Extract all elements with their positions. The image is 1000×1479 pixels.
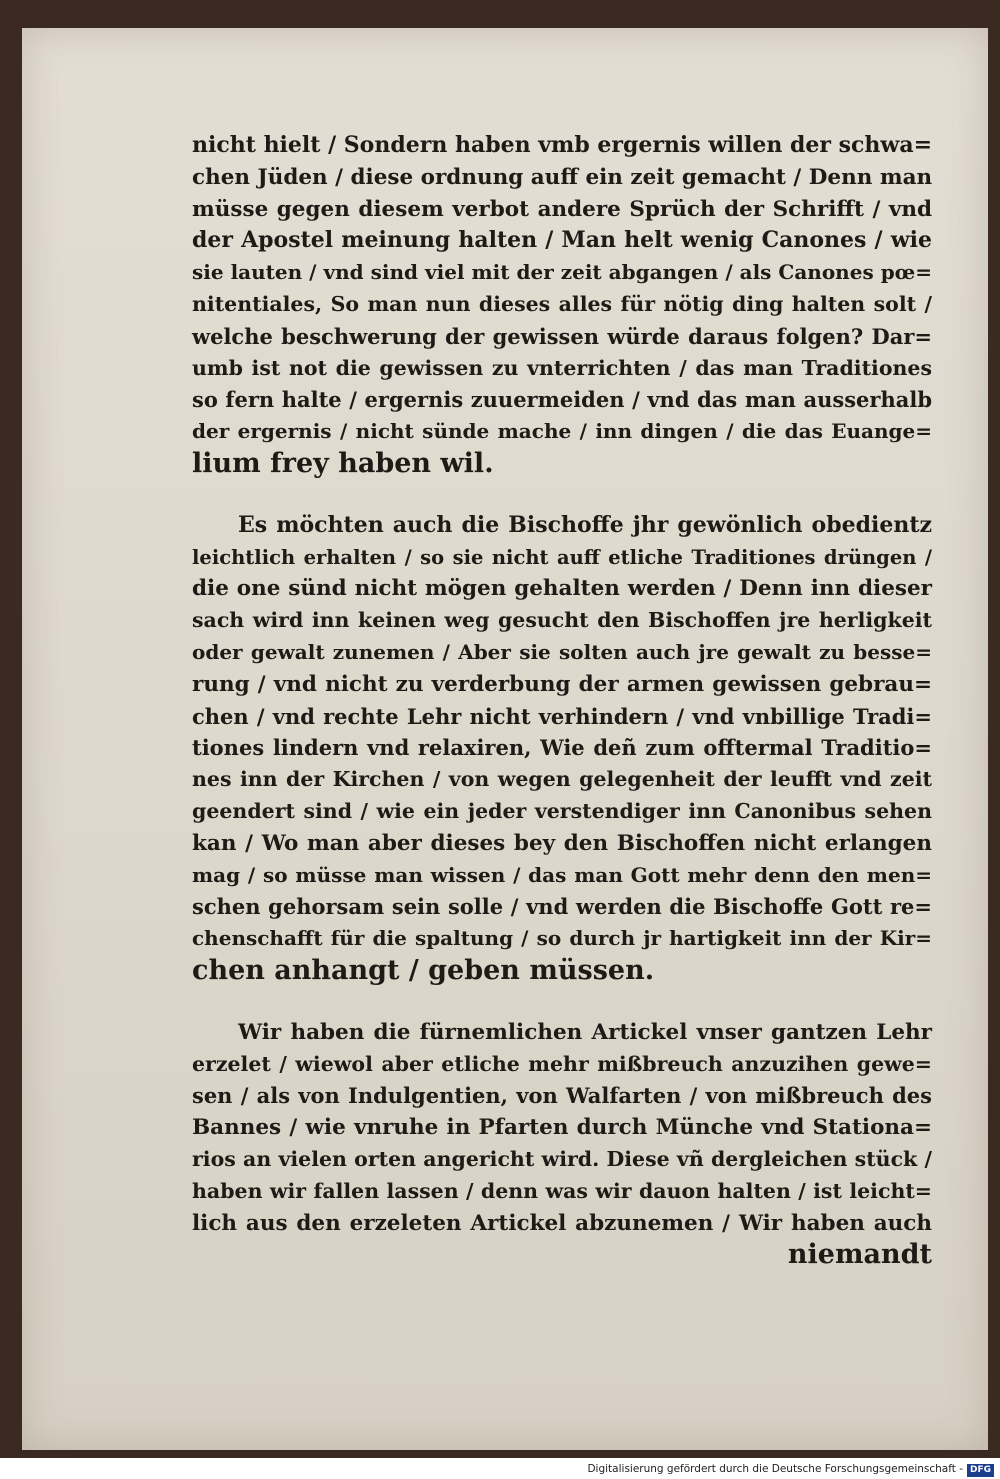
text-line: so fern halte / ergernis zuuermeiden / vnd das man ausserhalb	[192, 387, 932, 413]
text-line: umb ist not die gewissen zu vnterrichten / das man Traditiones	[192, 355, 932, 380]
paragraph-1	[192, 130, 932, 480]
paragraph-2	[192, 510, 932, 987]
text-line: kan / Wo man aber dieses bey den Bischoffen nicht erlangen	[192, 830, 932, 856]
text-line: rios an vielen orten angericht wird. Diese vñ dergleichen stück /	[192, 1146, 932, 1171]
text-line: die one sünd nicht mögen gehalten werden / Denn inn dieser	[192, 576, 932, 602]
catchword: niemandt	[787, 1239, 932, 1271]
text-line: Es möchten auch die Bischoffe jhr gewönlich obedientz	[238, 511, 932, 538]
paragraph-3	[192, 1017, 932, 1271]
text-line: tiones lindern vnd relaxiren, Wie deñ zum offtermal Traditio=	[192, 735, 932, 761]
text-line: leichtlich erhalten / so sie nicht auff etliche Traditiones drüngen /	[192, 545, 932, 569]
text-line: müsse gegen diesem verbot andere Sprüch der Schrifft / vnd	[192, 196, 932, 222]
text-line: lich aus den erzeleten Artickel abzunemen / Wir haben auch	[192, 1210, 932, 1236]
text-line: haben wir fallen lassen / denn was wir dauon halten / ist leicht=	[192, 1178, 932, 1203]
text-line: sie lauten / vnd sind viel mit der zeit abgangen / als Canones pœ=	[192, 260, 932, 285]
dfg-logo: DFG	[967, 1464, 994, 1477]
text-line: Wir haben die fürnemlichen Artickel vnser gantzen Lehr	[238, 1019, 932, 1045]
text-line: schen gehorsam sein solle / vnd werden die Bischoffe Gott re=	[192, 894, 932, 920]
text-line: Bannes / wie vnruhe in Pfarten durch Münche vnd Stationa=	[192, 1115, 932, 1141]
digitization-footer	[0, 1460, 1000, 1479]
text-line: welche beschwerung der gewissen würde daraus folgen? Dar=	[192, 323, 932, 349]
text-line: chen Jüden / diese ordnung auff ein zeit gemacht / Denn man	[192, 164, 933, 190]
text-line: erzelet / wiewol aber etliche mehr mißbreuch anzuzihen gewe=	[192, 1051, 932, 1076]
text-line: der Apostel meinung halten / Man helt wenig Canones / wie	[192, 227, 932, 254]
text-line: nitentiales, So man nun dieses alles für nötig ding halten solt /	[192, 291, 932, 316]
text-line: lium frey haben wil.	[192, 447, 494, 479]
text-line: chen anhangt / geben müssen.	[192, 954, 655, 986]
text-line: rung / vnd nicht zu verderbung der armen gewissen gebrau=	[192, 671, 932, 697]
text-line: nicht hielt / Sondern haben vmb ergernis willen der schwa=	[192, 132, 933, 158]
footer-credit: Digitalisierung gefördert durch die Deutsche Forschungsgemeinschaft -	[587, 1463, 963, 1475]
text-line: der ergernis / nicht sünde mache / inn dingen / die das Euange=	[192, 419, 932, 444]
text-line: nes inn der Kirchen / von wegen gelegenheit der leufft vnd zeit	[192, 767, 932, 792]
text-line: chen / vnd rechte Lehr nicht verhindern / vnd vnbillige Tradi=	[192, 703, 932, 729]
text-line: sen / als von Indulgentien, von Walfarten / von mißbreuch des	[192, 1083, 932, 1109]
text-line: geendert sind / wie ein jeder verstendiger inn Canonibus sehen	[192, 798, 932, 823]
text-line: mag / so müsse man wissen / das man Gott mehr denn den men=	[192, 862, 932, 887]
text-line: chenschafft für die spaltung / so durch jr hartigkeit inn der Kir=	[192, 926, 932, 951]
page-text	[192, 130, 932, 1271]
text-line: oder gewalt zunemen / Aber sie solten auch jre gewalt zu besse=	[192, 639, 932, 664]
text-line: sach wird inn keinen weg gesucht den Bischoffen jre herligkeit	[192, 608, 932, 633]
